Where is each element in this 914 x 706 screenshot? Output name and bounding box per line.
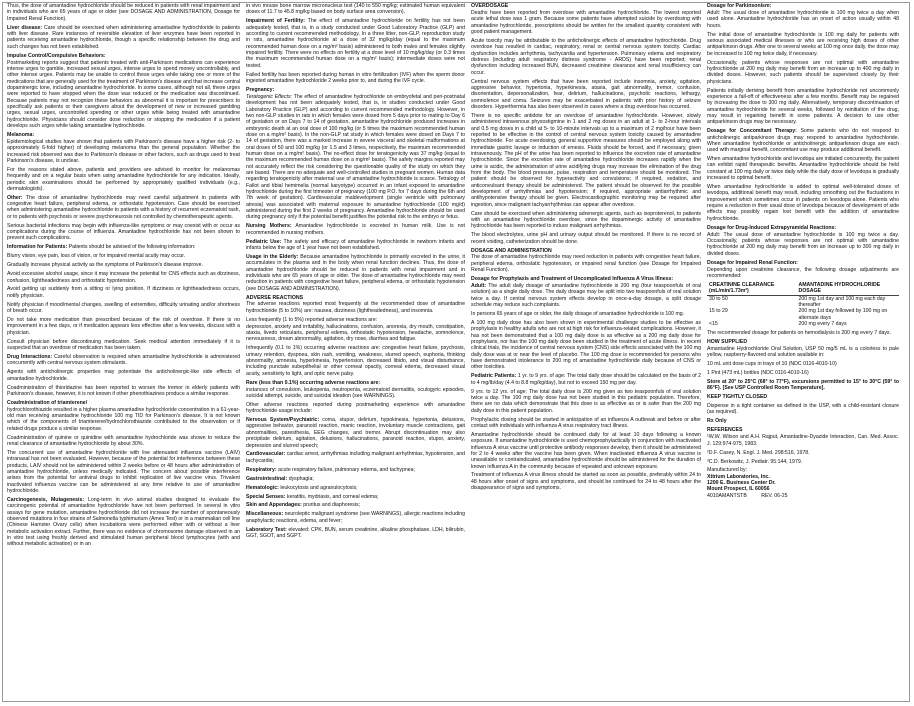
carcinogenesis-text: Long-term in vivo animal studies designed to evaluate the carcinogenic potential of amantadine hydrochloride have not been performed. In several in vitro assays for gene mutation, amantadine hydrochloride did not increase the number of spontaneously observed mutations in four strains of Salmonella typhimurium (Ames Test) or in a mammalian cell line (Chinese Hamster Ovary cells) when incubations were performed either with or without a liver metabolic activation extract. Further, there was no evidence of chromosome damage observed in an in vitro test using freshly derived and stimulated human peripheral blood lymphocytes (with and without metabolic activation) or in an	[7, 496, 240, 548]
manufacturer-street: 1200 E. Business Center Dr.	[707, 480, 776, 487]
table-row	[707, 308, 899, 321]
vaccine-paragraph: The concurrent use of amantadine hydrochloride with live attenuated influenza vaccine (LAIV) intranasal has not been evaluated. However, because of the potential for interference between these products, LAIV should not be administered within 2 weeks before or 48 hours after administration of amantadine hydrochloride, unless medically indicated. The concern about possible interference arises from the potential for antiviral drugs to inhibit replication of live vaccine virus. Trivalent inactivated influenza vaccine can be administered at any time relative to use of amantadine hydrochloride.	[7, 449, 240, 495]
adverse-frequent-paragraph: The adverse reactions reported most frequently at the recommended dose of amantadine hydrochloride (5 to 10%) are: nausea, dizziness (lightheadedness), and insomnia.	[246, 301, 465, 314]
hemodialysis-paragraph: The recommended dosage for patients on hemodialysis is 200 mg every 7 days.	[707, 329, 891, 336]
reference-2: ²D.F. Casey, N. Engl. J. Med. 298:516, 1978.	[707, 449, 810, 456]
table-header-dosage: AMANTADINE HYDROCHLORIDE DOSAGE	[798, 281, 881, 295]
table-cell-clearance: 30 to 50	[709, 295, 728, 302]
dosage-admin-heading: DOSAGE AND ADMINISTRATION	[471, 247, 552, 254]
pregnancy-paragraph	[246, 94, 465, 221]
occasionally-paragraph: Occasionally, patients whose responses are not optimal with amantadine hydrochloride at 200 mg daily may benefit from an increase up to 400 mg daily in divided doses. However, such patients should be supervised closely by their physicians.	[707, 59, 899, 85]
adult-heading: Adult:	[471, 283, 486, 290]
impulse-heading: Impulse Control/Compulsive Behaviors:	[7, 52, 106, 59]
pediatric-heading: Pediatric Patients:	[471, 373, 517, 380]
concomitant-text: Some patients who do not respond to anticholinergic antiparkinson drugs may respond to amantadine hydrochloride. When amantadine hydrochloride or anticholinergic antiparkinson drugs are each used with marginal benefit, concomitant use may produce additional benefit.	[707, 128, 899, 154]
rare-list: instances of convulsion, leukopenia, neutropenia, eczematoid dermatitis, oculogyric episodes, suicidal attempt, suicide, and suicidal ideation (see WARNINGS).	[246, 386, 465, 399]
blurry-vision-item: Blurry vision, eye pain, loss of vision, or for impaired mental acuity may occur.	[7, 253, 186, 260]
nervous-text: coma, stupor, delirium, hypokinesia, hypertonia, delusions, aggressive behavior, paranoid reaction, manic reaction, involuntary muscle contractions, gait abnormalities, paresthesia, EEG changes, and tremor. Abrupt discontinuation may also precipitate delirium, agitation, delusions, hallucinations, paranoid reaction, stupor, anxiety, depression and slurred speech;	[246, 417, 465, 449]
info-patients-paragraph	[7, 244, 240, 250]
other-text: The dose of amantadine hydrochloride may need careful adjustment in patients with congestive heart failure, peripheral edema, or orthostatic hypotension. Care should be exercised when administering amantadine hydrochloride to patients with a history of recurrent eczematoid rash, or to patients with psychosis or severe psychoneurosis not controlled by chemotherapeutic agents.	[7, 194, 240, 220]
getting-up-item: Avoid getting up suddenly from a sitting or lying position. If dizziness or lightheadedness occurs, notify physician.	[7, 286, 240, 299]
reference-1: ¹W.W. Wilson and A.H. Rajput, Amantadine-Dyazide Interaction, Can. Med. Assoc. J. 129:974-975, 1983.	[707, 434, 899, 447]
other-paragraph	[7, 195, 240, 220]
impulse-paragraph: Postmarketing reports suggest that patients treated with anti-Parkinson medications can experience intense urges to gamble, increased sexual urges, intense urges to spend money uncontrollably, and other intense urges. Patients may be unable to control these urges while taking one or more of the medications that are generally used for the treatment of Parkinson's disease and that increase central dopaminergic tone, including amantadine hydrochloride. In some cases, although not all, these urges were reported to have stopped when the dose was reduced or the medication was discontinued. Because patients may not recognize these behaviors as abnormal it is important for prescribers to specifically ask patients or their caregivers about the development of new or increased gambling urges, sexual urges, uncontrolled spending or other urges while being treated with amantadine hydrochloride. Physicians should consider dose reduction or stopping the medication if a patient develops such urges while taking amantadine hydrochloride.	[7, 59, 240, 129]
other-heading: Other:	[7, 194, 23, 201]
how-supplied-heading: HOW SUPPLIED	[707, 338, 748, 345]
consult-item: Consult physician before discontinuing medication. Seek medical attention immediately if it is suspected that an overdose of medication has been taken.	[7, 338, 240, 351]
interactions-paragraph	[7, 354, 240, 367]
storage-paragraph: Store at 20° to 25°C (68° to 77°F), excursions permitted to 15° to 30°C (59° to 86°F). [See USP Controlled Room Temperature].	[707, 378, 899, 392]
eps-paragraph: Adult: The usual dose of amantadine hydrochloride is 100 mg twice a day. Occasionally, patients whose responses are not optimal with amantadine hydrochloride at 200 mg daily may benefit from an increase up to 300 mg daily in divided doses.	[707, 231, 899, 257]
melanoma-paragraph-2: For the reasons stated above, patients and providers are advised to monitor for melanomas frequently and on a regular basis when using amantadine hydrochloride for any indication. Ideally, periodic skin examinations should be performed by appropriately qualified individuals (e.g., dermatologists).	[7, 166, 240, 192]
infrequent-paragraph: Infrequently (0.1 to 1%) occurring adverse reactions are: congestive heart failure, psychosis, urinary retention, dyspnea, skin rash, vomiting, weakness, slurred speech, euphoria, thinking abnormality, amnesia, hyperkinesia, hypertension, decreased libido, and visual disturbance, including punctate subepithelial or other corneal opacity, corneal edema, decreased visual acuity, sensitivity to light, and optic nerve palsy.	[246, 345, 465, 377]
misc-paragraph	[246, 511, 465, 524]
respiratory-heading: Respiratory:	[246, 466, 277, 473]
continue-paragraph: Amantadine hydrochloride should be continued daily for at least 10 days following a known exposure. If amantadine hydrochloride is used chemoprophylactically in conjunction with inactivated influenza A virus vaccine until protective antibody responses develop, then it should be administered for 2 to 4 weeks after the vaccine has been given. When inactivated influenza A virus vaccine is unavailable or contraindicated, amantadine hydrochloride should be administered for the duration of known influenza A in the community because of repeated and unknown exposure.	[471, 431, 701, 470]
alcohol-item: Avoid excessive alcohol usage, since it may increase the potential for CNS effects such as dizziness, confusion, lightheadedness and orthostatic hypotension.	[7, 271, 240, 284]
eps-heading: Dosage for Drug-Induced Extrapyramidal Reactions:	[707, 224, 837, 231]
over-65-paragraph: In persons 65 years of age or older, the daily dosage of amantadine hydrochloride is 100 mg.	[471, 311, 685, 317]
senses-paragraph	[246, 494, 465, 500]
renal-elderly-paragraph: Thus, the dose of amantadine hydrochloride should be reduced in patients with renal impairment and in individuals who are 65 years of age or older (see DOSAGE AND ADMINISTRATION, Dosage for Impaired Renal Function).	[7, 3, 240, 22]
document-code: 4010AMANTSTB	[707, 492, 747, 499]
cardio-paragraph	[246, 451, 465, 464]
less-frequent-list: depression, anxiety and irritability, hallucinations, confusion, anorexia, dry mouth, constipation, ataxia, livedo reticularis, peripheral edema, orthostatic hypotension, headache, somnolence, nervousness, dream abnormality, agitation, dry nose, diarrhea and fatigue.	[246, 323, 465, 343]
misc-heading: Miscellaneous:	[246, 511, 284, 518]
rare-heading: Rare (less than 0.1%) occurring adverse reactions are:	[246, 379, 381, 386]
liver-text: Care should be exercised when administering amantadine hydrochloride to patients with liver disease. Rare instances of reversible elevation of liver enzymes have been reported in patients receiving amantadine hydrochloride, though a specific relationship between the drug and such changes has not been established.	[7, 24, 240, 50]
dispense-paragraph: Dispense in a tight container as defined in the USP, with a child-resistant closure (as required).	[707, 403, 899, 416]
melanoma-paragraph: Epidemiological studies have shown that patients with Parkinson's disease have a higher risk (2- to approximately 6-fold higher) of developing melanoma than the general population. Whether the increased risk observed was due to Parkinson's disease or other factors, such as drugs used to treat Parkinson's disease, is unclear.	[7, 138, 240, 164]
adult-text: The adult daily dosage of amantadine hydrochloride is 200 mg (four teaspoonfuls of oral solution) as a single daily dose. The daily dosage may be split into two teaspoonfuls of oral solution twice a day. If central nervous system effects develop in once-a-day dosage, a split dosage schedule may reduce such complaints.	[471, 283, 702, 309]
melanoma-heading: Melanoma:	[7, 131, 35, 138]
quinine-paragraph: Coadministration of quinine or quinidine with amantadine hydrochloride was shown to reduce the renal clearance of amantadine hydrochloride by about 30%.	[7, 434, 240, 448]
electrolytes-paragraph: The blood electrolytes, urine pH and urinary output should be monitored. If there is no record of recent voiding, catheterization should be done.	[471, 232, 701, 245]
optimal-paragraph: When amantadine hydrochloride is added to optimal well-tolerated doses of levodopa, additional benefit may result, including smoothing out the fluctuations in improvement which sometimes occur in patients on levodopa alone. Patients who require a reduction in their usual dose of levodopa because of development of side effects may possibly regain lost benefit with the addition of amantadine hydrochloride.	[707, 184, 899, 222]
column-4	[704, 3, 902, 693]
liver-paragraph	[7, 25, 240, 50]
teratogenic-subheading: Teratogenic Effects:	[246, 93, 292, 100]
table-row	[707, 296, 899, 309]
less-frequent-heading: Less frequently (1 to 5%) reported adverse reactions are:	[246, 316, 378, 323]
pediatric-dose-paragraph	[471, 373, 701, 386]
skin-text: pruritus and diaphoresis;	[303, 502, 360, 509]
skin-heading: Skin and Appendages:	[246, 502, 302, 509]
adverse-reactions-heading: ADVERSE REACTIONS	[246, 294, 304, 301]
info-patients-text: Patients should be advised of the following information:	[68, 244, 196, 251]
postmarketing-paragraph: Other adverse reactions reported during postmarketing experience with amantadine hydrochloride usage include:	[246, 401, 465, 415]
senses-heading: Special Senses:	[246, 493, 286, 500]
fertility-paragraph	[246, 18, 465, 69]
hundred-mg-paragraph: A 100 mg daily dose has also been shown in experimental challenge studies to be effective as prophylaxis in healthy adults who are not at high risk for influenza-related complications. However, it has not been demonstrated that a 100 mg daily dose is as effective as a 200 mg daily dose for prophylaxis, nor has the 100 mg daily dose been studied in the treatment of acute illness. In recent clinical trials, the incidence of central nervous system (CNS) side effects associated with the 100 mg daily dose was at or near the level of placebo. The 100 mg dose is recommended for persons who have demonstrated intolerance to 200 mg of amantadine hydrochloride daily because of CNS or other toxicities.	[471, 319, 701, 371]
nursing-paragraph	[246, 223, 465, 236]
triamterene-paragraph: hydrochlorothiazide resulted in a higher plasma amantadine hydrochloride concentration in a 61-year-old man receiving amantadine hydrochloride 100 mg TID for Parkinson's disease. It is not known which of the components of triamterene/hydrochlorothiazide contributed to the observation or if related drugs produce a similar response.	[7, 406, 240, 432]
elderly-text: Because amantadine hydrochloride is primarily excreted in the urine, it accumulates in the plasma and in the body when renal function declines. Thus, the dose of amantadine hydrochloride should be reduced in patients with renal impairment and in individuals who are 65 years of age or older. The dose of amantadine hydrochloride may need reduction in patients with congestive heart failure, peripheral edema, or orthostatic hypotension (see DOSAGE AND ADMINISTRATION).	[246, 253, 465, 292]
package-unit-dose: 10 mL unit dose cups in trays of 10 (NDC 0116-4010-10)	[707, 361, 837, 368]
manufacturer-block	[707, 467, 899, 499]
heme-text: leukocytosis and agranulocytosis;	[280, 484, 358, 491]
respiratory-paragraph	[246, 467, 465, 473]
column-1	[4, 3, 243, 693]
manufacturer-name: Xttrium Laboratories, Inc.	[707, 473, 770, 480]
pediatric-use-heading: Pediatric Use:	[246, 238, 282, 245]
notify-item: Notify physician if mood/mental changes, swelling of extremities, difficulty urinating and/or shortness of breath occur.	[7, 301, 240, 315]
pregnancy-heading: Pregnancy:	[246, 86, 275, 93]
renal-paragraph: Depending upon creatinine clearance, the following dosage adjustments are recommended:	[707, 266, 899, 279]
cardio-heading: Cardiovascular:	[246, 451, 286, 458]
concomitant-heading: Dosage for Concomitant Therapy:	[707, 128, 797, 135]
nine-twelve-paragraph: 9 yrs. to 12 yrs. of age: The total daily dose is 200 mg given as two teaspoonfuls of oral solution twice a day. The 100 mg daily dose has not been studied in this pediatric population. Therefore, there are no data which demonstrate that this dose is as effective as or is safer than the 200 mg daily dose in this patient population.	[471, 388, 701, 414]
cns-effects-paragraph: Central nervous system effects that have been reported include insomnia, anxiety, agitation, aggressive behavior, hypertonia, hyperkinesia, ataxia, gait abnormality, tremor, confusion, disorientation, depersonalization, fear, delirium, hallucinations, psychotic reactions, lethargy, somnolence and coma. Seizures may be exacerbated in patients with prior history of seizure disorders. Hyperthermia has also been observed in cases where a drug overdose has occurred.	[471, 78, 701, 110]
document-code-line	[707, 493, 899, 499]
micronucleus-paragraph: in vivo mouse bone marrow micronucleus test (140 to 550 mg/kg; estimated human equivalent doses of 11.7 to 45.8 mg/kg based on body surface area conversion).	[246, 3, 465, 16]
senses-text: keratitis, mydriasis, and corneal edema;	[286, 493, 379, 500]
skin-paragraph	[246, 502, 465, 508]
acute-toxicity-paragraph: Acute toxicity may be attributable to the anticholinergic effects of amantadine hydrochloride. Drug overdose has resulted in cardiac, respiratory, renal or central nervous system toxicity. Cardiac dysfunction includes arrhythmia, tachycardia and hypertension. Pulmonary edema and respiratory distress (including adult respiratory distress syndrome - ARDS) have been reported; renal dysfunction including increased BUN, decreased creatinine clearance and renal insufficiency can occur.	[471, 37, 701, 76]
anticholinergic-paragraph: Agents with anticholinergic properties may potentiate the anticholinergic-like side effects of amantadine hydrochloride.	[7, 369, 240, 382]
table-cell-dosage: 200 mg every 7 days	[798, 320, 847, 327]
adrenergic-paragraph: Care should be exercised when administering adrenergic agents, such as isoproterenol, to patients with an amantadine hydrochloride overdose, since the dopaminergic activity of amantadine hydrochloride has been reported to induce malignant arrhythmias.	[471, 210, 701, 230]
renal-heading: Dosage for Impaired Renal Function:	[707, 259, 798, 266]
triamterene-heading: Coadministration of triamterene/	[7, 399, 88, 406]
lab-text: elevated: CPK, BUN, serum creatinine, alkaline phosphatase, LDH, bilirubin, GGT, SGOT, and SGPT.	[246, 526, 466, 540]
column-3	[468, 3, 704, 693]
fertility-heading: Impairment of Fertility:	[246, 18, 305, 25]
prophylaxis-heading: Dosage for Prophylaxis and Treatment of Uncomplicated Influenza A Virus Illness:	[471, 276, 674, 283]
nervous-system-paragraph	[246, 417, 465, 449]
heme-paragraph	[246, 485, 465, 491]
initial-dose-paragraph: The initial dose of amantadine hydrochloride is 100 mg daily for patients with serious associated medical illnesses or who are receiving high doses of other antiparkinson drugs. After one to several weeks at 100 mg once daily, the dose may be increased to 100 mg twice daily, if necessary.	[707, 31, 899, 57]
gi-heading: Gastrointestinal:	[246, 475, 288, 482]
liver-heading: Liver disease:	[7, 24, 43, 31]
pediatric-use-paragraph	[246, 239, 465, 252]
concomitant-paragraph	[707, 128, 899, 153]
dosage-admin-paragraph: The dose of amantadine hydrochloride may need reduction in patients with congestive heart failure, peripheral edema, orthostatic hypotension, or impaired renal function (see Dosage for Impaired Renal Function).	[471, 254, 701, 274]
cardio-text: cardiac arrest, arrhythmias including malignant arrhythmias, hypotension, and tachycardia;	[246, 451, 465, 464]
pediatric-use-text: The safety and efficacy of amantadine hydrochloride in newborn infants and infants below the age of 1 year have not been established.	[246, 238, 465, 251]
keep-closed-text: KEEP TIGHTLY CLOSED	[707, 394, 768, 401]
gradual-activity-item: Gradually increase physical activity as the symptoms of Parkinson's disease improve.	[7, 262, 203, 269]
how-supplied-paragraph: Amantadine Hydrochloride Oral Solution, USP 50 mg/5 mL is a colorless to pale yellow, raspberry-flavored oral solution available in:	[707, 345, 899, 359]
nursing-heading: Nursing Mothers:	[246, 223, 292, 230]
pediatric-text: 1 yr. to 9 yrs. of age: The total daily dose should be calculated on the basis of 2 to 4 mg/lb/day (4.4 to 8.8 mg/kg/day), but not to exceed 150 mg per day.	[471, 373, 701, 386]
nervous-heading: Nervous System/Psychiatric:	[246, 417, 320, 424]
carcinogenesis-paragraph	[7, 497, 240, 548]
lab-heading: Laboratory Test:	[246, 526, 287, 533]
not-take-item: Do not take more medication than prescribed because of the risk of overdose. If there is no improvement in a few days, or if medication appears less effective after a few weeks, discuss with a physician.	[7, 317, 240, 336]
table-cell-clearance: 15 to 29	[709, 308, 728, 315]
carcinogenesis-heading: Carcinogenesis, Mutagenesis:	[7, 496, 85, 503]
table-cell-dosage: 200 mg 1st day followed by 100 mg on alternate days	[798, 308, 888, 321]
lab-paragraph	[246, 527, 465, 540]
overdosage-heading: OVERDOSAGE	[471, 3, 509, 9]
interactions-heading: Drug Interactions:	[7, 353, 53, 360]
misc-text: neuroleptic malignant syndrome (see WARNINGS), allergic reactions including anaphylactic reactions, edema, and fever;	[246, 511, 465, 524]
ivf-paragraph: Failed fertility has been reported during human in vitro fertilization (IVF) when the sperm donor ingested amantadine hydrochloride 2 weeks prior to, and during the IVF cycle.	[246, 71, 465, 84]
table-row	[707, 321, 899, 327]
adult-dose-paragraph	[471, 283, 701, 308]
antidote-paragraph: There is no specific antidote for an overdose of amantadine hydrochloride. However, slowly administered intravenous physostigmine in 1 and 2 mg doses in an adult at 1- to 2-hour intervals and 0.5 mg doses in a child at 5- to 10-minute intervals up to a maximum of 2 mg/hour have been reported to be effective in the control of central nervous system toxicity caused by amantadine hydrochloride. For acute overdosing, general supportive measures should be employed along with immediate gastric lavage or induction of emesis. Fluids should be forced, and if necessary, given intravenously. The pH of the urine has been reported to influence the excretion rate of amantadine hydrochloride. Since the excretion rate of amantadine hydrochloride increases rapidly when the urine is acidic, the administration of urine acidifying drugs may increase the elimination of the drug from the body. The blood pressure, pulse, respiration and temperature should be monitored. The patient should be observed for hyperactivity and convulsions; if required, sedation, and anticonvulsant therapy should be administered. The patient should be observed for the possible development of arrhythmias and hypotension; if required, appropriate antiarrhythmic and antihypotensive therapy should be given. Electrocardiographic monitoring may be required after ingestion, since malignant tachyarrhythmias can appear after overdose.	[471, 112, 701, 208]
reference-3: ³C.D. Berkowitz, J. Pediatr. 95:144, 1979.	[707, 458, 803, 465]
gi-paragraph	[246, 476, 465, 482]
renal-dosage-table	[707, 282, 899, 327]
parkinsonism-heading: Dosage for Parkinsonism:	[707, 3, 772, 9]
elderly-paragraph	[246, 254, 465, 292]
column-2	[243, 3, 468, 693]
references-heading: REFERENCES	[707, 427, 743, 434]
table-header-clearance: CREATININE CLEARANCE (mL/min/1.73m²)	[709, 281, 775, 295]
prophylactic-paragraph: Prophylactic dosing should be started in anticipation of an influenza A outbreak and before or after contact with individuals with influenza A virus respiratory tract illness.	[471, 416, 701, 429]
manufacturer-heading: Manufactured by:	[707, 467, 748, 474]
parkinsonism-adult-paragraph: Adult: The usual dose of amantadine hydrochloride is 100 mg twice a day when used alone. Amantadine hydrochloride has an onset of action usually within 48 hours.	[707, 9, 899, 29]
table-cell-dosage: 200 mg 1st day and 100 mg each day thereafter	[798, 295, 886, 308]
fertility-text: The effect of amantadine hydrochloride on fertility has not been adequately tested, that is, in a study conducted under Good Laboratory Practice (GLP) and according to current recommended methodology. In a three litter, non-GLP, reproduction study in rats, amantadine hydrochloride at a dose of 32 mg/kg/day (equal to the maximum recommended human dose on a mg/m² basis) administered to both males and females slightly impaired fertility. There were no effects on fertility at a dose level of 10 mg/kg/day (or 0.3 times the maximum recommended human dose on a mg/m² basis); intermediate doses were not tested.	[246, 18, 465, 69]
info-patients-heading: Information for Patients:	[7, 244, 68, 251]
table-cell-clearance: <15	[709, 320, 718, 327]
heme-heading: Hematologic:	[246, 484, 279, 491]
pregnancy-text: The effect of amantadine hydrochloride on embryofetal and peri-postnatal development has not been adequately tested, that is, in studies conducted under Good Laboratory Practice (GLP) and according to current recommended methodology. However, in two non-GLP studies in rats in which females were dosed from 5 days prior to mating to Day 6 of gestation or on Days 7 to 14 of gestation, amantadine hydrochloride produced increases in embryonic death at an oral dose of 100 mg/kg (or 5 times the maximum recommended human dose on a mg/m² basis). In the non-GLP rat study in which females were dosed on Days 7 to 14 of gestation, there was a marked increase in severe visceral and skeletal malformations at oral doses of 50 and 100 mg/kg (or 1.5 and 3 times, respectively, the maximum recommended human dose on a mg/m² basis). The no-effect dose for teratogenicity was 37 mg/kg (equal to the maximum recommended human dose on a mg/m² basis). The safety margins reported may not accurately reflect the risk considering the questionable quality of the study on which they are based. There are no adequate and well-controlled studies in pregnant women. Human data regarding teratogenicity after maternal use of amantadine hydrochloride is scarce. Tetralogy of Fallot and tibial hemimelia (normal karyotype) occurred in an infant exposed to amantadine hydrochloride during the first trimester of pregnancy (100 mg P.O. for 7 days during the 6th and 7th week of gestation). Cardiovascular maldevelopment (single ventricle with pulmonary atresia) was associated with maternal exposure to amantadine hydrochloride (100 mg/d) administered during the first 2 weeks of pregnancy. Amantadine hydrochloride should be used during pregnancy only if the potential benefit justifies the potential risk to the embryo or fetus.	[246, 93, 465, 221]
levodopa-paragraph: When amantadine hydrochloride and levodopa are initiated concurrently, the patient can exhibit rapid therapeutic benefits. Amantadine hydrochloride should be held constant at 100 mg daily or twice daily while the daily dose of levodopa is gradually increased to optimal benefit.	[707, 156, 899, 182]
interactions-text: Careful observation is required when amantadine hydrochloride is administered concurrently with central nervous system stimulants.	[7, 353, 240, 367]
revision-date: REV. 06-25	[761, 492, 788, 499]
rx-only-text: Rx Only	[707, 418, 727, 425]
text-columns	[4, 3, 910, 693]
overdosage-paragraph: Deaths have been reported from overdose with amantadine hydrochloride. The lowest reported acute lethal dose was 1 gram. Because some patients have attempted suicide by overdosing with amantadine hydrochloride, prescriptions should be written for the smallest quantity consistent with good patient management.	[471, 9, 701, 35]
elderly-heading: Usage in the Elderly:	[246, 253, 299, 260]
gi-text: dysphagia;	[288, 475, 314, 482]
thioridazine-paragraph: Coadministration of thioridazine has been reported to worsen the tremor in elderly patients with Parkinson's disease, however, it is not known if other phenothiazines produce a similar response.	[7, 384, 240, 397]
treatment-paragraph: Treatment of influenza A virus illness should be started as soon as possible, preferably within 24 to 48 hours after onset of signs and symptoms, and should be continued for 24 to 48 hours after the disappearance of signs and symptoms.	[471, 472, 701, 492]
benefit-paragraph: Patients initially deriving benefit from amantadine hydrochloride not uncommonly experience a fall-off of effectiveness after a few months. Benefit may be regained by increasing the dose to 300 mg daily. Alternatively, temporary discontinuation of amantadine hydrochloride for several weeks, followed by reinitiation of the drug, may result in regaining benefit in some patients. A decision to use other antiparkinson drugs may be necessary.	[707, 87, 899, 126]
package-pint: 1 Pint (473 mL) bottles (NDC 0116-4010-16)	[707, 369, 809, 376]
bacterial-paragraph: Serious bacterial infections may begin with influenza-like symptoms or may coexist with or occur as complications during the course of influenza. Amantadine hydrochloride has not been shown to prevent such complications.	[7, 222, 240, 242]
manufacturer-city: Mount Prospect, IL 60056	[707, 486, 770, 493]
nursing-text: Amantadine hydrochloride is excreted in human milk. Use is not recommended in nursing mothers.	[246, 223, 465, 236]
respiratory-text: acute respiratory failure, pulmonary edema, and tachypnea;	[278, 466, 415, 473]
